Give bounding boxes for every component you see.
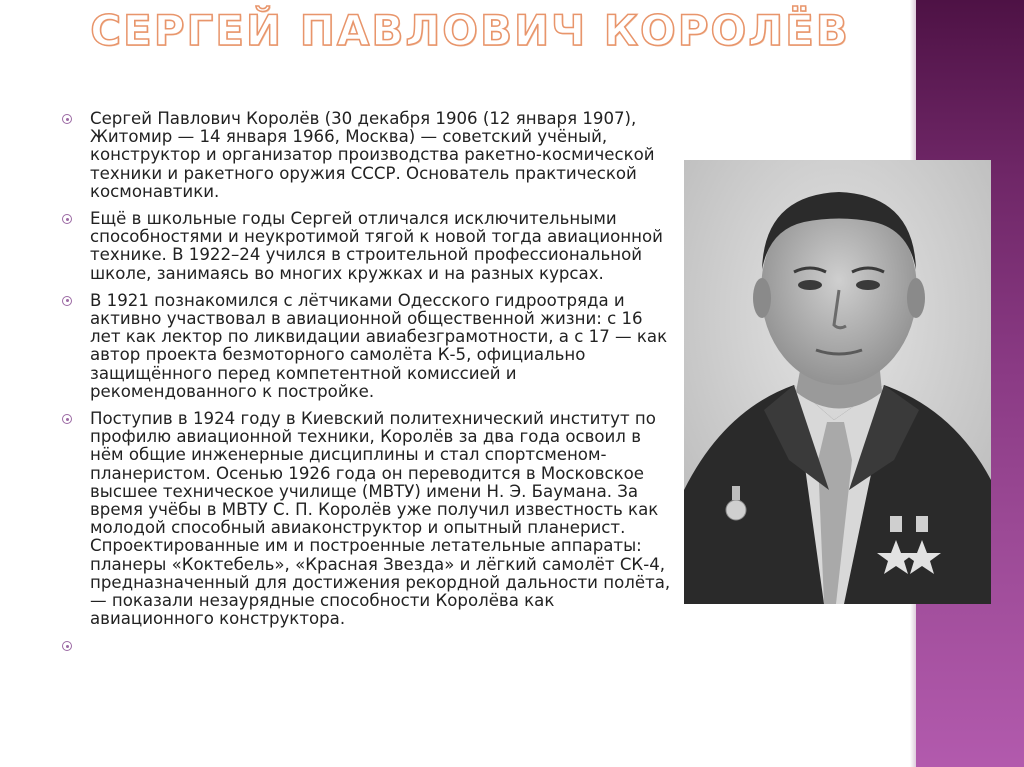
bullet-text: В 1921 познакомился с лётчиками Одесского гидроотряда и активно участвовал в авиационной общественной жизни: с 16 лет как лектор по ликвидации авиабезграмотности, а с 17 — как автор проекта безмоторного самолёта К-5, официально защищённого перед компетентной комиссией и рекомендованного к постройке.	[90, 290, 668, 401]
portrait-photo	[684, 160, 991, 604]
slide-title: СЕРГЕЙ ПАВЛОВИЧ КОРОЛЁВ	[90, 6, 850, 55]
bullet-text: Сергей Павлович Королёв (30 декабря 1906 (12 января 1907), Житомир — 14 января 1966, Москва) — советский учёный, конструктор и организатор производства ракетно-космической техники и ракетного оружия СССР. Основатель практической космонавтики.	[90, 109, 655, 201]
circle-dot-bullet-icon	[62, 414, 72, 424]
bullet-item	[62, 210, 672, 283]
bullet-item	[62, 110, 672, 201]
bullet-item-empty	[62, 637, 672, 655]
bullet-list	[62, 110, 672, 664]
bullet-item	[62, 292, 672, 401]
bullet-item	[62, 410, 672, 628]
circle-dot-bullet-icon	[62, 114, 72, 124]
bullet-text: Поступив в 1924 году в Киевский политехнический институт по профилю авиационной техники, Королёв за два года освоил в нём общие инженерные дисциплины и стал спортсменом-планеристом. Осенью 1926 года он переводится в Московское высшее техническое училище (МВТУ) имени Н. Э. Баумана. За время учёбы в МВТУ С. П. Королёв уже получил известность как молодой способный авиаконструктор и опытный планерист. Спроектированные им и построенные летательные аппараты: планеры «Коктебель», «Красная Звезда» и лёгкий самолёт СК-4, предназначенный для достижения рекордной дальности полёта, — показали незаурядные способности Королёва как авиационного конструктора.	[90, 409, 671, 629]
bullet-text: Ещё в школьные годы Сергей отличался исключительными способностями и неукротимой тягой к новой тогда авиационной технике. В 1922–24 учился в строительной профессиональной школе, занимаясь во многих кружках и на разных курсах.	[90, 209, 663, 283]
circle-dot-bullet-icon	[62, 296, 72, 306]
circle-dot-bullet-icon	[62, 641, 72, 651]
portrait-illustration	[684, 160, 991, 604]
circle-dot-bullet-icon	[62, 214, 72, 224]
